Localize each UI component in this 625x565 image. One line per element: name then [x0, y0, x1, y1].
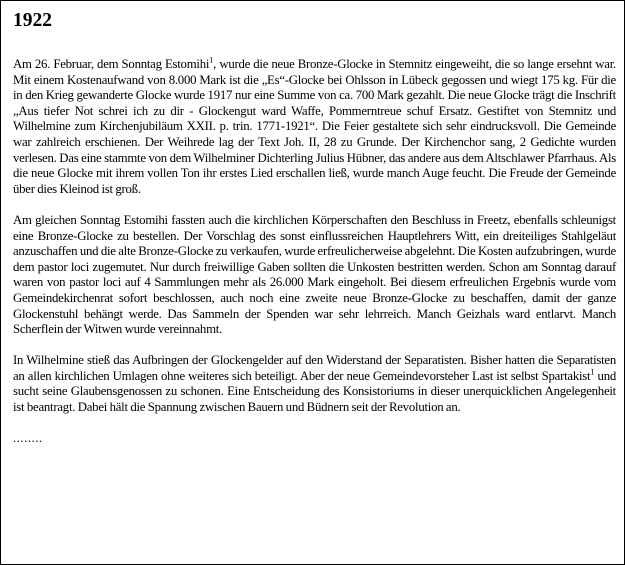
paragraph-text: Am gleichen Sonntag Estomihi fassten auch die kirchlichen Körperschaften den Beschluss in Freetz, ebenfalls schleunigst eine Bronze-Glocke zu bestellen. Der Vorschlag des sonst einflussreichen Hauptlehrers Witt, ein dreiteiliges Stahlgeläut anzuschaffen und die alte Bronze-Glocke zu verkaufen, wurde erfreulicherweise abgelehnt. Die Kosten aufzubringen, wurde dem pastor loci zugemutet. Nur durch freiwillige Gaben sollten die Unkosten bestritten werden. Schon am Sonntag darauf waren von pastor loci auf 4 Sammlungen mehr als 26.000 Mark eingeholt. Bei diesem erfreulichen Ergebnis wurde vom Gemeindekirchenrat sofort beschlossen, auch noch eine zweite neue Bronze-Glocke zu beschaffen, damit der ganze Glockenstuhl behängt werde. Das Sammeln der Spenden war sehr lehrreich. Manch Geizhals ward entlarvt. Manch Scherflein der Witwen wurde vereinnahmt.	[13, 212, 616, 337]
document-body	[13, 8, 616, 447]
year-heading: 1922	[13, 10, 52, 31]
paragraph-text: Am 26. Februar, dem Sonntag Estomihi	[13, 57, 210, 71]
footnote-marker: 1	[590, 366, 595, 377]
paragraph-text: In Wilhelmine stieß das Aufbringen der Glockengelder auf den Widerstand der Separatisten. Bisher hatten die Separatisten an allen kirchlichen Umlagen ohne weiteres sich beteiligt. Aber der neue Gemeindevorsteher Last ist selbst Spartakist	[13, 353, 616, 383]
paragraph-text: , wurde die neue Bronze-Glocke in Stemnitz eingeweiht, die so lange ersehnt war. Mit einem Kostenaufwand von 8.000 Mark ist die „Es“-Glocke bei Ohlsson in Lübeck gegossen und wiegt 175 kg. Für die in den Krieg gewanderte Glocke wurde 1917 nur eine Summe von ca. 700 Mark gezahlt. Die neue Glocke trägt die Inschrift „Aus tiefer Not schrei ich zu dir - Glockengut ward Waffe, Pommerntreue schuf Ersatz. Gestiftet von Stemnitz und Wilhelmine zum Kirchenjubiläum XXII. p. trin. 1771-1921“. Die Feier gestaltete sich sehr eindrucksvoll. Die Gemeinde war zahlreich erschienen. Der Weihrede lag der Text Joh. II, 28 zu Grunde. Der Kirchenchor sang, 2 Gedichte wurden verlesen. Das eine stammte von dem Wilhelminer Dichterling Julius Hübner, das andere aus dem Altschlawer Pfarrhaus. Als die neue Glocke mit ihrem vollen Ton ihr erstes Lied erschallen ließ, wurde manch Auge feucht. Die Freude der Gemeinde über dies Kleinod ist groß.	[13, 57, 616, 196]
paragraph-stemnitz-bell	[13, 54, 616, 197]
paragraph-text: und sucht seine Glaubensgenossen zu schonen. Eine Entscheidung des Konsistoriums in dieser unerquicklichen Angelegenheit ist beantragt. Dabei hält die Spannung zwischen Bauern und Büdnern seit der Revolution an.	[13, 368, 616, 415]
footnote-marker: 1	[209, 54, 214, 65]
continuation-ellipsis: ........	[13, 431, 43, 446]
paragraph-wilhelmine-separatists	[13, 353, 616, 415]
paragraph-freetz-bell	[13, 213, 616, 338]
